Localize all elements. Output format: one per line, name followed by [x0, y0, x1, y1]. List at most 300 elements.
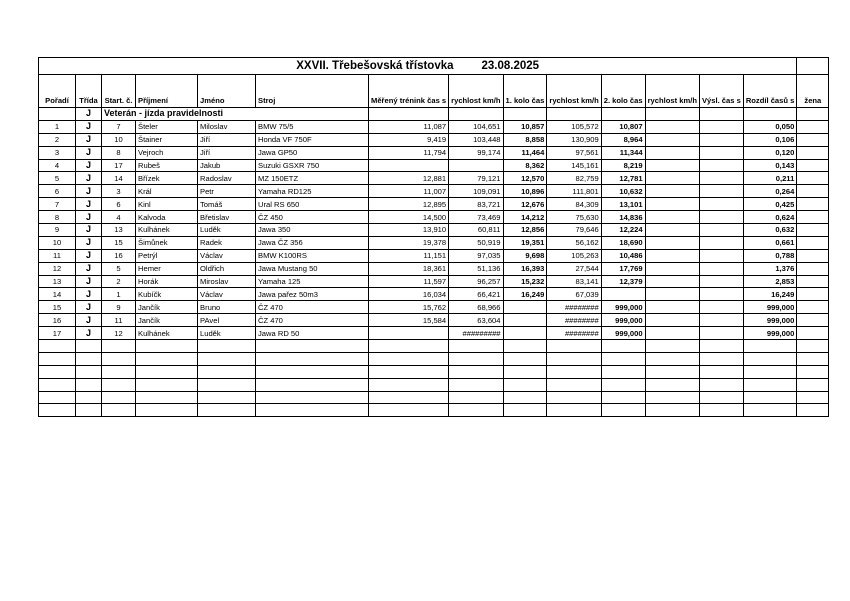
cell-rych2 [645, 185, 699, 198]
cell-trenink: 11,087 [369, 120, 449, 133]
empty-cell [449, 391, 503, 404]
table-row [39, 301, 829, 314]
cell-prijmeni: Jančík [136, 301, 198, 314]
table-row [39, 224, 829, 237]
cell-stroj: Jawa 350 [256, 224, 369, 237]
header-poradi: Pořadí [39, 75, 76, 108]
category-class: J [76, 108, 102, 121]
empty-cell [547, 378, 601, 391]
cell-trida: J [76, 133, 102, 146]
cell-vysl [699, 211, 743, 224]
empty-cell [76, 404, 102, 417]
cell-vysl [699, 288, 743, 301]
empty-cell [136, 378, 198, 391]
cell-poradi: 6 [39, 185, 76, 198]
cell-rych1: 130,909 [547, 133, 601, 146]
cell-prijmeni: Petrýl [136, 249, 198, 262]
cell-trenink: 11,151 [369, 249, 449, 262]
cell-poradi: 1 [39, 120, 76, 133]
cell-rych1: 67,039 [547, 288, 601, 301]
cell-zena [797, 185, 829, 198]
category-empty-cell [449, 108, 503, 121]
empty-cell [136, 340, 198, 353]
empty-cell [547, 365, 601, 378]
cell-trenink: 11,597 [369, 275, 449, 288]
cell-kolo1: 11,464 [503, 146, 547, 159]
cell-start: 2 [102, 275, 136, 288]
empty-cell [198, 352, 256, 365]
cell-rych2 [645, 159, 699, 172]
empty-cell [503, 365, 547, 378]
header-zena: žena [797, 75, 829, 108]
cell-kolo1: 12,676 [503, 198, 547, 211]
cell-zena [797, 133, 829, 146]
empty-cell [699, 352, 743, 365]
empty-cell [449, 340, 503, 353]
cell-vysl [699, 198, 743, 211]
cell-stroj: BMW K100RS [256, 249, 369, 262]
cell-stroj: Jawa GP50 [256, 146, 369, 159]
header-rozdil: Rozdíl časů s [743, 75, 797, 108]
empty-cell [369, 365, 449, 378]
cell-kolo1: 15,232 [503, 275, 547, 288]
cell-kolo2: 12,379 [601, 275, 645, 288]
header-kolo1: 1. kolo čas [503, 75, 547, 108]
cell-start: 3 [102, 185, 136, 198]
cell-vysl [699, 185, 743, 198]
cell-zena [797, 249, 829, 262]
title-cell [39, 58, 797, 75]
cell-vysl [699, 224, 743, 237]
cell-poradi: 13 [39, 275, 76, 288]
cell-kolo1: 16,249 [503, 288, 547, 301]
cell-start: 5 [102, 262, 136, 275]
cell-zena [797, 211, 829, 224]
cell-jmeno: Jiří [198, 146, 256, 159]
empty-cell [797, 340, 829, 353]
cell-vysl [699, 120, 743, 133]
cell-stroj: BMW 75/5 [256, 120, 369, 133]
cell-rych1: 83,141 [547, 275, 601, 288]
cell-jmeno: Luděk [198, 327, 256, 340]
empty-cell [503, 340, 547, 353]
cell-trida: J [76, 172, 102, 185]
cell-kolo1 [503, 327, 547, 340]
cell-start: 13 [102, 224, 136, 237]
empty-cell [198, 378, 256, 391]
empty-cell [797, 378, 829, 391]
cell-stroj: Jawa RD 50 [256, 327, 369, 340]
cell-trenink [369, 159, 449, 172]
empty-cell [136, 352, 198, 365]
empty-cell [547, 352, 601, 365]
cell-poradi: 10 [39, 236, 76, 249]
cell-rozdil: 0,120 [743, 146, 797, 159]
cell-rych1: 56,162 [547, 236, 601, 249]
cell-poradi: 5 [39, 172, 76, 185]
cell-rych2 [645, 198, 699, 211]
cell-poradi: 3 [39, 146, 76, 159]
cell-rych2 [645, 120, 699, 133]
cell-jmeno: Miloslav [198, 120, 256, 133]
cell-stroj: Ural RS 650 [256, 198, 369, 211]
header-trida: Třída [76, 75, 102, 108]
cell-rych2 [645, 327, 699, 340]
cell-stroj: Honda VF 750F [256, 133, 369, 146]
empty-cell [601, 352, 645, 365]
cell-trida: J [76, 327, 102, 340]
cell-trida: J [76, 198, 102, 211]
cell-zena [797, 172, 829, 185]
empty-cell [699, 404, 743, 417]
cell-rych-t: 96,257 [449, 275, 503, 288]
empty-cell [198, 340, 256, 353]
cell-kolo2: 12,224 [601, 224, 645, 237]
cell-vysl [699, 172, 743, 185]
header-rychlost-kolo1: rychlost km/h [547, 75, 601, 108]
cell-rych1: ######## [547, 314, 601, 327]
cell-zena [797, 146, 829, 159]
table-row [39, 236, 829, 249]
cell-rozdil: 0,143 [743, 159, 797, 172]
cell-rych-t: 68,966 [449, 301, 503, 314]
cell-rozdil: 0,211 [743, 172, 797, 185]
cell-poradi: 2 [39, 133, 76, 146]
empty-cell [797, 404, 829, 417]
cell-prijmeni: Kulhánek [136, 327, 198, 340]
cell-rozdil: 1,376 [743, 262, 797, 275]
empty-cell [743, 352, 797, 365]
cell-rych1: 79,646 [547, 224, 601, 237]
cell-rych1: 84,309 [547, 198, 601, 211]
cell-vysl [699, 262, 743, 275]
empty-row [39, 391, 829, 404]
cell-trida: J [76, 314, 102, 327]
empty-cell [76, 340, 102, 353]
category-row [39, 108, 829, 121]
empty-cell [645, 378, 699, 391]
cell-trenink: 15,584 [369, 314, 449, 327]
cell-poradi: 4 [39, 159, 76, 172]
cell-rych1: ######## [547, 327, 601, 340]
results-table [38, 57, 829, 417]
cell-rych-t: 103,448 [449, 133, 503, 146]
cell-prijmeni: Kulhánek [136, 224, 198, 237]
empty-cell [601, 404, 645, 417]
empty-cell [198, 365, 256, 378]
cell-rych2 [645, 314, 699, 327]
empty-cell [256, 340, 369, 353]
cell-rych1: 97,561 [547, 146, 601, 159]
cell-kolo1 [503, 301, 547, 314]
empty-cell [39, 404, 76, 417]
cell-jmeno: Radoslav [198, 172, 256, 185]
cell-kolo2: 14,836 [601, 211, 645, 224]
header-stroj: Stroj [256, 75, 369, 108]
cell-stroj: ČZ 450 [256, 211, 369, 224]
cell-start: 1 [102, 288, 136, 301]
cell-vysl [699, 249, 743, 262]
table-row [39, 275, 829, 288]
cell-vysl [699, 314, 743, 327]
empty-cell [645, 391, 699, 404]
cell-prijmeni: Vejroch [136, 146, 198, 159]
cell-stroj: Yamaha 125 [256, 275, 369, 288]
empty-cell [601, 378, 645, 391]
cell-zena [797, 275, 829, 288]
cell-kolo2: 10,632 [601, 185, 645, 198]
cell-jmeno: Bruno [198, 301, 256, 314]
empty-cell [699, 340, 743, 353]
cell-kolo2: 17,769 [601, 262, 645, 275]
empty-cell [136, 365, 198, 378]
cell-kolo1: 14,212 [503, 211, 547, 224]
cell-trida: J [76, 211, 102, 224]
table-row [39, 249, 829, 262]
cell-prijmeni: Horák [136, 275, 198, 288]
empty-cell [369, 352, 449, 365]
cell-kolo1: 9,698 [503, 249, 547, 262]
table-row [39, 172, 829, 185]
cell-kolo2 [601, 288, 645, 301]
cell-trenink [369, 327, 449, 340]
cell-kolo1: 16,393 [503, 262, 547, 275]
cell-start: 14 [102, 172, 136, 185]
cell-rych1: ######## [547, 301, 601, 314]
cell-jmeno: Tomáš [198, 198, 256, 211]
cell-kolo2: 13,101 [601, 198, 645, 211]
cell-prijmeni: Břízek [136, 172, 198, 185]
empty-cell [256, 404, 369, 417]
empty-cell [39, 340, 76, 353]
empty-cell [76, 391, 102, 404]
empty-cell [503, 378, 547, 391]
empty-cell [449, 378, 503, 391]
empty-cell [39, 365, 76, 378]
cell-trida: J [76, 120, 102, 133]
cell-rych-t: 104,651 [449, 120, 503, 133]
cell-poradi: 15 [39, 301, 76, 314]
cell-stroj: Yamaha RD125 [256, 185, 369, 198]
cell-start: 15 [102, 236, 136, 249]
cell-rozdil: 0,788 [743, 249, 797, 262]
cell-rozdil: 2,853 [743, 275, 797, 288]
empty-cell [136, 391, 198, 404]
cell-zena [797, 120, 829, 133]
cell-start: 12 [102, 327, 136, 340]
header-trenink: Měřený trénink čas s [369, 75, 449, 108]
empty-cell [369, 378, 449, 391]
header-kolo2: 2. kolo čas [601, 75, 645, 108]
empty-cell [503, 391, 547, 404]
cell-kolo1 [503, 314, 547, 327]
cell-rych1: 111,801 [547, 185, 601, 198]
cell-prijmeni: Štainer [136, 133, 198, 146]
cell-poradi: 7 [39, 198, 76, 211]
cell-rozdil: 0,632 [743, 224, 797, 237]
cell-jmeno: Jiří [198, 133, 256, 146]
cell-rych-t: 50,919 [449, 236, 503, 249]
cell-rych2 [645, 262, 699, 275]
empty-cell [547, 391, 601, 404]
empty-cell [503, 404, 547, 417]
cell-kolo1: 10,896 [503, 185, 547, 198]
cell-kolo1: 12,570 [503, 172, 547, 185]
empty-cell [256, 352, 369, 365]
cell-trida: J [76, 275, 102, 288]
table-row [39, 146, 829, 159]
empty-cell [645, 365, 699, 378]
cell-rych2 [645, 211, 699, 224]
empty-cell [601, 340, 645, 353]
empty-cell [743, 340, 797, 353]
empty-cell [699, 391, 743, 404]
empty-cell [39, 378, 76, 391]
cell-trida: J [76, 288, 102, 301]
cell-vysl [699, 159, 743, 172]
cell-trenink: 13,910 [369, 224, 449, 237]
header-start: Start. č. [102, 75, 136, 108]
cell-rych-t: 66,421 [449, 288, 503, 301]
empty-cell [797, 365, 829, 378]
cell-zena [797, 159, 829, 172]
cell-rozdil: 16,249 [743, 288, 797, 301]
cell-prijmeni: Šimůnek [136, 236, 198, 249]
cell-stroj: ČZ 470 [256, 314, 369, 327]
category-empty-cell [743, 108, 797, 121]
cell-zena [797, 198, 829, 211]
cell-trida: J [76, 262, 102, 275]
category-empty-cell [369, 108, 449, 121]
empty-cell [102, 391, 136, 404]
header-jmeno: Jméno [198, 75, 256, 108]
cell-vysl [699, 236, 743, 249]
empty-cell [503, 352, 547, 365]
cell-trida: J [76, 146, 102, 159]
cell-trenink: 16,034 [369, 288, 449, 301]
cell-rych1: 145,161 [547, 159, 601, 172]
empty-cell [743, 404, 797, 417]
cell-trenink: 12,881 [369, 172, 449, 185]
category-empty-cell [503, 108, 547, 121]
empty-cell [39, 352, 76, 365]
cell-prijmeni: Rubeš [136, 159, 198, 172]
cell-start: 17 [102, 159, 136, 172]
cell-rych1: 27,544 [547, 262, 601, 275]
empty-cell [102, 404, 136, 417]
cell-stroj: Jawa pařez 50m3 [256, 288, 369, 301]
cell-rych2 [645, 288, 699, 301]
cell-trida: J [76, 224, 102, 237]
cell-rych2 [645, 133, 699, 146]
empty-cell [645, 352, 699, 365]
empty-cell [369, 404, 449, 417]
cell-start: 4 [102, 211, 136, 224]
cell-rych2 [645, 249, 699, 262]
cell-rych-t: 83,721 [449, 198, 503, 211]
empty-cell [198, 404, 256, 417]
cell-rych-t: 73,469 [449, 211, 503, 224]
title-row [39, 58, 829, 75]
cell-poradi: 8 [39, 211, 76, 224]
cell-rozdil: 0,425 [743, 198, 797, 211]
cell-kolo1: 12,856 [503, 224, 547, 237]
cell-rozdil: 999,000 [743, 314, 797, 327]
table-row [39, 327, 829, 340]
empty-cell [102, 378, 136, 391]
header-row [39, 75, 829, 108]
cell-kolo2: 10,807 [601, 120, 645, 133]
cell-rych1: 105,263 [547, 249, 601, 262]
cell-start: 8 [102, 146, 136, 159]
empty-cell [76, 352, 102, 365]
cell-poradi: 9 [39, 224, 76, 237]
empty-cell [39, 391, 76, 404]
table-row [39, 133, 829, 146]
cell-zena [797, 314, 829, 327]
cell-poradi: 17 [39, 327, 76, 340]
cell-kolo2: 999,000 [601, 327, 645, 340]
empty-cell [136, 404, 198, 417]
cell-rozdil: 0,050 [743, 120, 797, 133]
empty-cell [369, 340, 449, 353]
header-vysledny-cas: Výsl. čas s [699, 75, 743, 108]
cell-kolo2: 999,000 [601, 314, 645, 327]
cell-kolo2: 10,486 [601, 249, 645, 262]
cell-start: 9 [102, 301, 136, 314]
table-row [39, 198, 829, 211]
empty-cell [198, 391, 256, 404]
cell-trenink: 12,895 [369, 198, 449, 211]
cell-stroj: MZ 150ETZ [256, 172, 369, 185]
cell-stroj: Suzuki GSXR 750 [256, 159, 369, 172]
cell-trenink: 11,794 [369, 146, 449, 159]
cell-prijmeni: Hemer [136, 262, 198, 275]
cell-trenink: 11,007 [369, 185, 449, 198]
cell-rych-t [449, 159, 503, 172]
cell-prijmeni: Šteler [136, 120, 198, 133]
cell-rych2 [645, 301, 699, 314]
cell-rozdil: 0,106 [743, 133, 797, 146]
empty-row [39, 365, 829, 378]
empty-cell [449, 365, 503, 378]
cell-prijmeni: Kubíčk [136, 288, 198, 301]
table-row [39, 120, 829, 133]
cell-rych-t: 63,604 [449, 314, 503, 327]
cell-kolo2: 12,781 [601, 172, 645, 185]
cell-jmeno: Oldřich [198, 262, 256, 275]
category-empty-cell [39, 108, 76, 121]
cell-start: 10 [102, 133, 136, 146]
cell-kolo1: 8,362 [503, 159, 547, 172]
cell-trenink: 9,419 [369, 133, 449, 146]
cell-kolo2: 8,219 [601, 159, 645, 172]
table-row [39, 262, 829, 275]
cell-rych-t: 60,811 [449, 224, 503, 237]
table-row [39, 185, 829, 198]
empty-cell [645, 340, 699, 353]
empty-cell [547, 340, 601, 353]
cell-poradi: 14 [39, 288, 76, 301]
empty-cell [256, 378, 369, 391]
cell-zena [797, 288, 829, 301]
cell-rych-t: 51,136 [449, 262, 503, 275]
category-empty-cell [797, 108, 829, 121]
empty-cell [102, 352, 136, 365]
empty-row [39, 340, 829, 353]
empty-cell [699, 378, 743, 391]
cell-start: 11 [102, 314, 136, 327]
